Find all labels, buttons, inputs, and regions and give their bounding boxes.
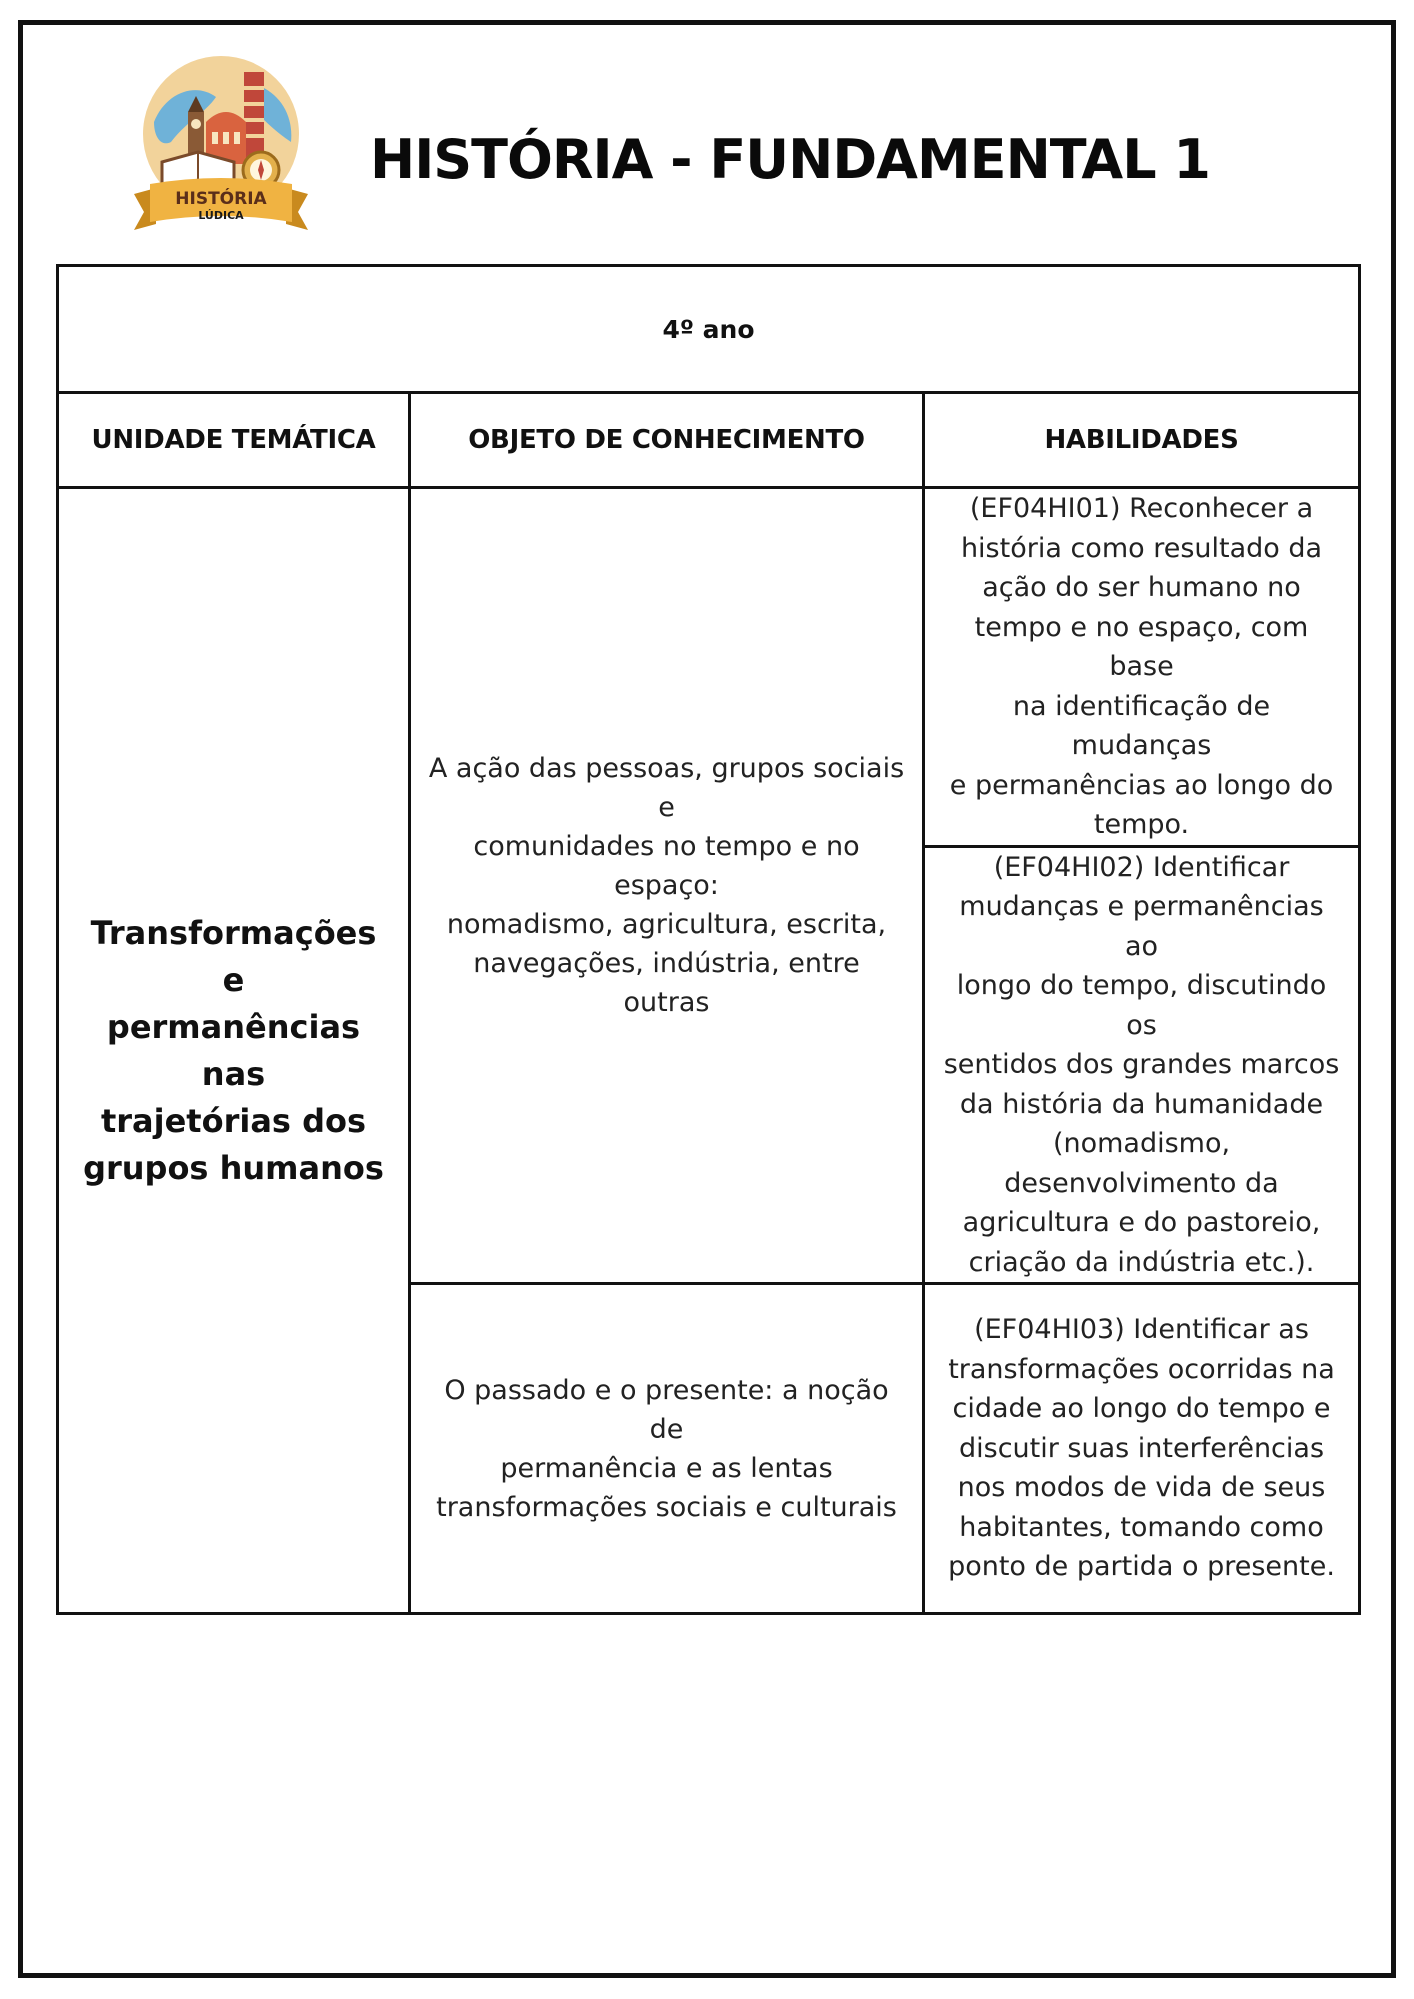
skill-line: mudanças e permanências ao [959, 891, 1324, 962]
header-skills: HABILIDADES [924, 393, 1360, 488]
skill-line: tempo. [1093, 809, 1190, 840]
skill-line: da história da humanidade [959, 1088, 1324, 1120]
object-cell-2 [410, 1284, 924, 1614]
skill-line: habitantes, tomando como [959, 1511, 1324, 1543]
object-line: navegações, indústria, entre outras [473, 948, 860, 1018]
skill-line: e permanências ao longo do [949, 769, 1334, 801]
theme-line: Transformações e [90, 913, 377, 999]
skill-line: ação do ser humano no [982, 572, 1301, 603]
theme-cell [58, 488, 410, 1614]
object-line: comunidades no tempo e no espaço: [473, 831, 860, 901]
object-cell-1 [410, 488, 924, 1284]
page-title: HISTÓRIA - FUNDAMENTAL 1 [370, 128, 1210, 191]
curriculum-table [56, 264, 1361, 1615]
theme-line: permanências nas [106, 1007, 361, 1093]
object-line: nomadismo, agricultura, escrita, [446, 909, 887, 940]
logo-graphic [126, 52, 316, 242]
skill-line: história como resultado da [960, 532, 1323, 564]
skill-line: ponto de partida o presente. [948, 1551, 1335, 1583]
skill-line: (EF04HI02) Identificar [993, 851, 1290, 883]
skill-line: (EF04HI03) Identificar as [974, 1314, 1309, 1346]
skill-line: nos modos de vida de seus [957, 1472, 1326, 1504]
skill-line: transformações ocorridas na [948, 1353, 1335, 1385]
skill-line: desenvolvimento da [1004, 1167, 1279, 1199]
skill-line: longo do tempo, discutindo os [956, 970, 1327, 1041]
theme-line: trajetórias dos [100, 1101, 367, 1140]
skill-cell-ef04hi03 [924, 1284, 1360, 1614]
table-row [58, 488, 1360, 847]
clock-face-icon [191, 119, 201, 129]
object-line: transformações sociais e culturais [436, 1491, 897, 1523]
theme-line: grupos humanos [83, 1148, 384, 1187]
object-line: permanência e as lentas [500, 1452, 833, 1484]
skill-cell-ef04hi02 [924, 846, 1360, 1284]
leaning-tower [244, 72, 264, 162]
skill-cell-ef04hi01 [924, 488, 1360, 847]
historia-ludica-logo [126, 52, 316, 242]
year-row [58, 266, 1360, 393]
skill-line: discutir suas interferências [958, 1432, 1325, 1464]
skill-line: criação da indústria etc.). [968, 1246, 1315, 1278]
skill-line: cidade ao longo do tempo e [952, 1393, 1331, 1425]
skill-line: na identificação de mudanças [1012, 690, 1271, 761]
skill-line: (EF04HI01) Reconhecer a [969, 493, 1314, 524]
skill-line: (nomadismo, [1052, 1128, 1231, 1159]
object-line: A ação das pessoas, grupos sociais e [428, 753, 905, 823]
logo-text-line1: HISTÓRIA [175, 189, 267, 209]
skill-line: agricultura e do pastoreio, [962, 1207, 1321, 1238]
header-unit: UNIDADE TEMÁTICA [58, 393, 410, 488]
skill-line: tempo e no espaço, com base [974, 611, 1309, 682]
header-object: OBJETO DE CONHECIMENTO [410, 393, 924, 488]
header-row [58, 393, 1360, 488]
logo-text-line2: LÚDICA [198, 209, 244, 222]
object-line: O passado e o presente: a noção de [444, 1374, 889, 1445]
year-label: 4º ano [58, 266, 1360, 393]
skill-line: sentidos dos grandes marcos [943, 1049, 1340, 1080]
